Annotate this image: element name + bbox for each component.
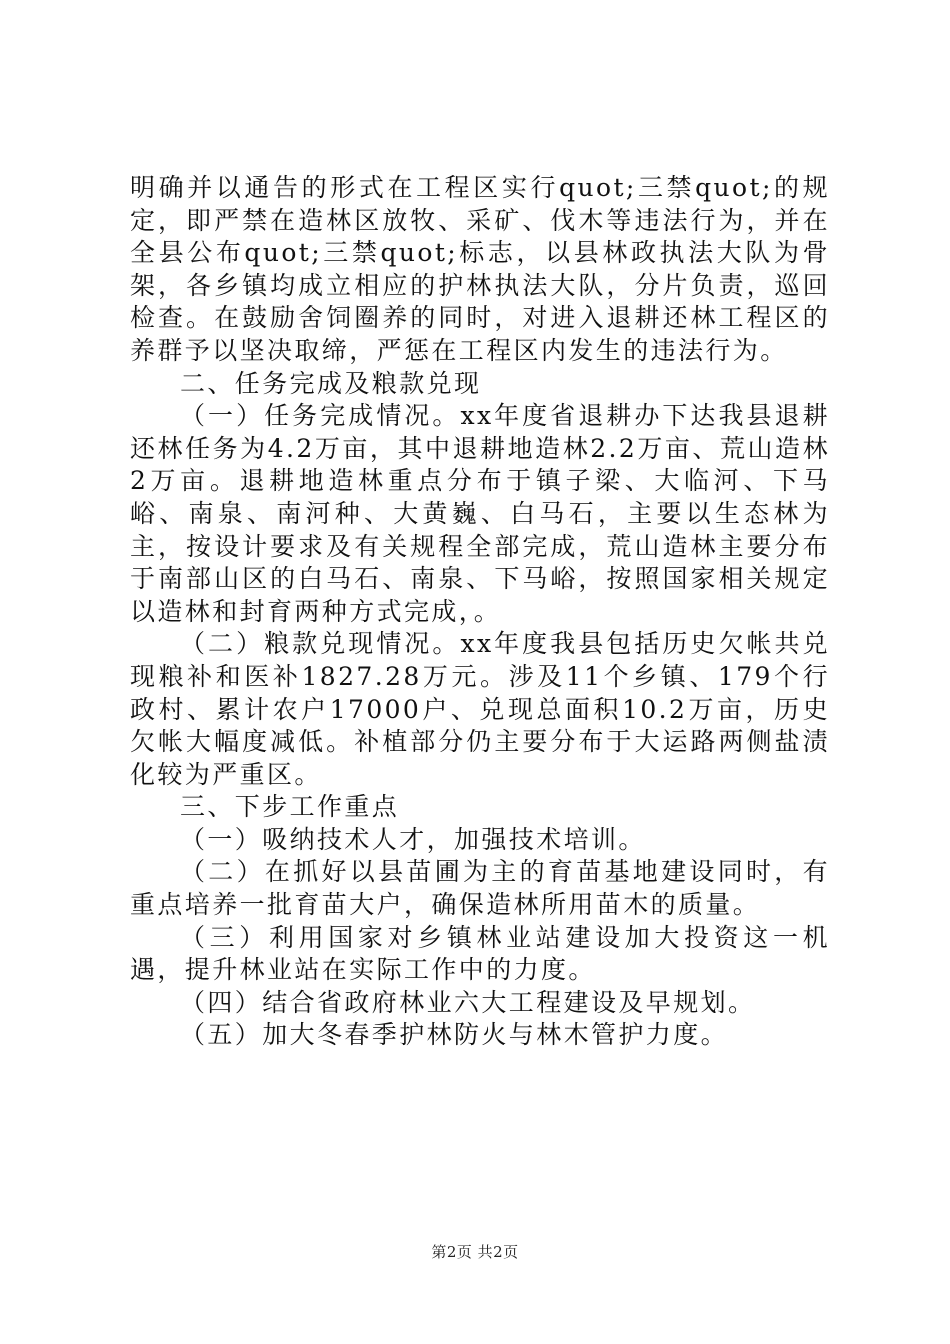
section-heading-3: 三、下步工作重点 xyxy=(180,792,400,822)
paragraph-task-completion: （一）任务完成情况。xx年度省退耕办下达我县退耕还林任务为4.2万亩，其中退耕地造林2.2万亩、荒山造林2万亩。退耕地造林重点分布于镇子梁、大临河、下马峪、南泉、南河种、大黄巍、白马石，主要以生态林为主，按设计要求及有关规程全部完成，荒山造林主要分布于南部山区的白马石、南泉、下马峪，按照国家相关规定以造林和封育两种方式完成，。 xyxy=(130,401,830,626)
list-item-4: （四）结合省政府林业六大工程建设及早规划。 xyxy=(180,987,756,1017)
page-number-footer: 第2页 共2页 xyxy=(431,1243,519,1261)
paragraph-grain-payment: （二）粮款兑现情况。xx年度我县包括历史欠帐共兑现粮补和医补1827.28万元。涉及11个乡镇、179个行政村、累计农户17000户、兑现总面积10.2万亩，历史欠帐大幅度减低。补植部分仍主要分布于大运路两侧盐渍化较为严重区。 xyxy=(130,629,830,789)
list-item-3: （三）利用国家对乡镇林业站建设加大投资这一机遇，提升林业站在实际工作中的力度。 xyxy=(130,922,830,985)
document-body xyxy=(130,172,830,1052)
list-item-2: （二）在抓好以县苗圃为主的育苗基地建设同时，有重点培养一批育苗大户，确保造林所用苗木的质量。 xyxy=(130,857,830,920)
section-heading-2: 二、任务完成及粮款兑现 xyxy=(180,368,482,398)
list-item-5: （五）加大冬春季护林防火与林木管护力度。 xyxy=(180,1020,729,1050)
list-item-1: （一）吸纳技术人才，加强技术培训。 xyxy=(180,824,646,854)
paragraph-continuation: 明确并以通告的形式在工程区实行quot;三禁quot;的规定，即严禁在造林区放牧、采矿、伐木等违法行为，并在全县公布quot;三禁quot;标志，以县林政执法大队为骨架，各乡镇均成立相应的护林执法大队，分片负责，巡回检查。在鼓励舍饲圈养的同时，对进入退耕还林工程区的养群予以坚决取缔，严惩在工程区内发生的违法行为。 xyxy=(130,173,830,365)
